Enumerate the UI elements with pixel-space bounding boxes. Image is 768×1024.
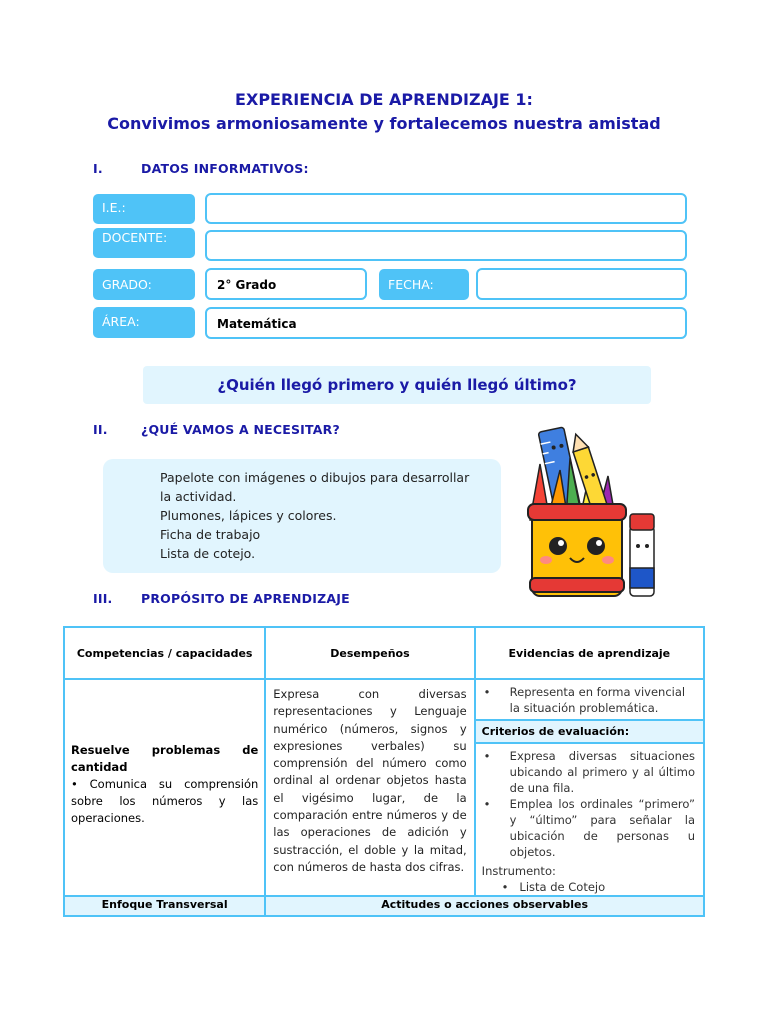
table-header-row [64,627,704,679]
area-label: ÁREA: [93,307,195,338]
criterios-list [476,744,703,863]
list-item: Lista de cotejo. [160,546,256,561]
table-header-cell: Desempeños [265,627,474,679]
grado-field[interactable]: 2° Grado [205,268,367,300]
table-footer-cell: Enfoque Transversal [64,896,265,916]
ie-label: I.E.: [93,194,195,224]
list-item: Ficha de trabajo [160,527,261,542]
docente-label: DOCENTE: [93,228,195,258]
evidencia-cell [475,679,704,896]
fecha-field[interactable] [476,268,687,300]
instrumento-text: Lista de Cotejo [519,880,606,894]
bullet-icon: • [483,749,491,763]
fecha-label: FECHA: [379,269,469,300]
instrumento-item [476,879,703,895]
bullet-icon: • [483,685,491,699]
pencil-cup-illustration [510,418,670,606]
table-footer-cell: Actitudes o acciones observables [265,896,704,916]
table-footer-row [64,896,704,916]
criterio-text: Emplea los ordinales “primero” y “último” para señalar la ubicación de personas u objetos. [509,797,695,859]
section-number: I. [93,161,103,176]
instrumento-label: Instrumento: [481,864,556,878]
bullet-icon: • [501,880,520,894]
desempeno-cell: Expresa con diversas representaciones y Lenguaje numérico (números, signos y expresiones verbales) su comprensión del número como ordinal al ordenar objetos hasta el vigésimo lugar, de la comparación entre números y de las operaciones de adición y sustracción, el doble y la mitad, con números de hasta dos cifras. [265,679,474,896]
docente-field[interactable] [205,230,687,261]
competencia-title: Resuelve problemas de cantidad [71,743,259,774]
list-item: Plumones, lápices y colores. [160,508,337,523]
section-title: DATOS INFORMATIVOS: [141,161,309,176]
materials-list [103,459,501,563]
section-number: III. [93,591,113,606]
criterio-text: Expresa diversas situaciones ubicando al primero y al último de una fila. [509,749,695,795]
section-title: PROPÓSITO DE APRENDIZAJE [141,591,350,606]
purpose-table [63,626,705,917]
list-item [484,796,695,860]
bullet-icon: • [483,797,491,811]
page-title: EXPERIENCIA DE APRENDIZAJE 1: [235,90,533,109]
capacidad-item: • Comunica su comprensión sobre los números y las operaciones. [71,777,259,825]
evidencia-list [476,680,703,719]
table-header-cell: Evidencias de aprendizaje [475,627,704,679]
area-field[interactable]: Matemática [205,307,687,339]
section-datos-heading [93,161,309,176]
evidencia-text: Representa en forma vivencial la situación problemática. [509,685,686,715]
list-item [484,748,695,796]
section-purpose-heading [93,591,350,606]
competencia-cell [64,679,265,896]
section-number: II. [93,422,108,437]
materials-box [103,459,501,573]
section-title: ¿QUÉ VAMOS A NECESITAR? [141,422,340,437]
page-subtitle: Convivimos armoniosamente y fortalecemos nuestra amistad [107,114,661,133]
section-materials-heading [93,422,340,437]
table-header-cell: Competencias / capacidades [64,627,265,679]
list-item: la actividad. [160,489,237,504]
table-row [64,679,704,896]
grado-label: GRADO: [93,269,195,300]
criterios-label: Criterios de evaluación: [476,719,703,744]
session-question: ¿Quién llegó primero y quién llegó último? [143,366,651,404]
ie-field[interactable] [205,193,687,224]
list-item [484,684,695,716]
list-item: Papelote con imágenes o dibujos para desarrollar [160,470,470,485]
